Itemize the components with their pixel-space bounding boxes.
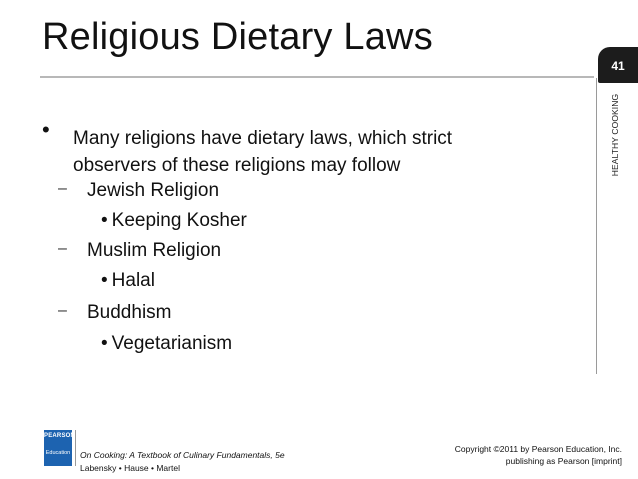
section-label: HEALTHY COOKING (610, 93, 620, 177)
sub-bullet-buddhism (58, 302, 172, 324)
bullet-icon: • (101, 210, 108, 231)
sub-bullet-muslim (58, 240, 222, 262)
detail-bullet-label: Keeping Kosher (111, 210, 247, 231)
book-title: On Cooking: A Textbook of Culinary Fundamentals, 5e (80, 450, 285, 460)
sub-bullet-label: Muslim Religion (87, 240, 222, 261)
bullet-icon: • (42, 117, 50, 142)
pearson-logo (44, 430, 76, 466)
detail-bullet-vegetarianism (101, 333, 232, 355)
copyright-line-1: Copyright ©2011 by Pearson Education, Inc. (454, 444, 622, 454)
copyright-line-2: publishing as Pearson [imprint] (505, 456, 622, 466)
detail-bullet-halal (101, 270, 155, 292)
slide-title: Religious Dietary Laws (42, 16, 433, 58)
dash-icon: – (58, 180, 67, 197)
book-authors: Labensky • Hause • Martel (80, 463, 180, 473)
bullet-icon: • (101, 270, 108, 291)
side-divider (596, 78, 597, 374)
bullet-icon: • (101, 333, 108, 354)
detail-bullet-kosher (101, 210, 247, 232)
dash-icon: – (58, 240, 67, 257)
sub-bullet-label: Buddhism (87, 302, 172, 323)
logo-text-bottom: Education (45, 450, 71, 456)
page-number-badge: 41 (598, 47, 638, 83)
sub-bullet-jewish (58, 180, 220, 202)
title-divider (40, 76, 594, 78)
main-bullet-text: Many religions have dietary laws, which strict observers of these religions may follow (73, 128, 453, 176)
logo-text-top: PEARSON (44, 433, 76, 439)
detail-bullet-label: Vegetarianism (111, 333, 233, 354)
footer-divider (75, 430, 76, 466)
detail-bullet-label: Halal (111, 270, 155, 291)
dash-icon: – (58, 302, 67, 319)
sub-bullet-label: Jewish Religion (87, 180, 220, 201)
